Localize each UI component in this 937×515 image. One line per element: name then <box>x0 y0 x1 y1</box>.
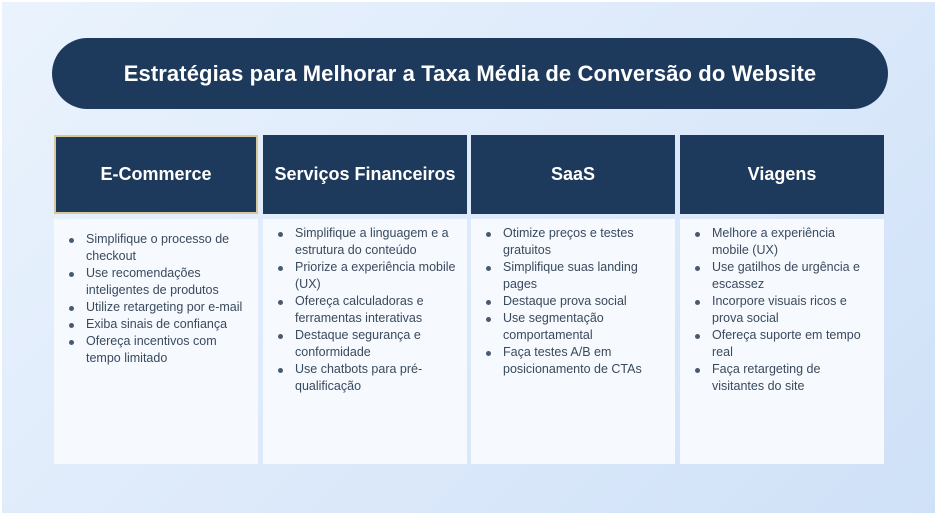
list-item: Use gatilhos de urgência e escassez <box>692 259 874 293</box>
strategy-list <box>275 225 457 395</box>
column-ecommerce <box>54 135 258 464</box>
list-item: Destaque prova social <box>483 293 665 310</box>
strategy-list <box>483 225 665 378</box>
list-item: Destaque segurança e conformidade <box>275 327 457 361</box>
list-item: Utilize retargeting por e-mail <box>66 299 248 316</box>
title-banner <box>52 38 888 109</box>
list-item: Use segmentação comportamental <box>483 310 665 344</box>
list-item: Melhore a experiência mobile (UX) <box>692 225 874 259</box>
list-item: Use recomendações inteligentes de produtos <box>66 265 248 299</box>
list-item: Incorpore visuais ricos e prova social <box>692 293 874 327</box>
column-body <box>680 219 884 464</box>
column-financial-services <box>263 135 467 464</box>
column-body <box>54 219 258 464</box>
list-item: Simplifique suas landing pages <box>483 259 665 293</box>
list-item: Simplifique a linguagem e a estrutura do conteúdo <box>275 225 457 259</box>
list-item: Ofereça suporte em tempo real <box>692 327 874 361</box>
column-body <box>471 219 675 464</box>
column-header: Viagens <box>680 135 884 214</box>
strategy-list <box>66 231 248 367</box>
column-header: Serviços Financeiros <box>263 135 467 214</box>
infographic-canvas <box>2 2 935 513</box>
list-item: Ofereça calculadoras e ferramentas interativas <box>275 293 457 327</box>
column-travel <box>680 135 884 464</box>
column-header: SaaS <box>471 135 675 214</box>
list-item: Simplifique o processo de checkout <box>66 231 248 265</box>
list-item: Faça testes A/B em posicionamento de CTAs <box>483 344 665 378</box>
strategy-list <box>692 225 874 395</box>
list-item: Otimize preços e testes gratuitos <box>483 225 665 259</box>
column-saas <box>471 135 675 464</box>
list-item: Ofereça incentivos com tempo limitado <box>66 333 248 367</box>
list-item: Use chatbots para pré-qualificação <box>275 361 457 395</box>
column-header: E-Commerce <box>54 135 258 214</box>
list-item: Priorize a experiência mobile (UX) <box>275 259 457 293</box>
page-title: Estratégias para Melhorar a Taxa Média de Conversão do Website <box>123 60 817 86</box>
column-body <box>263 219 467 464</box>
list-item: Exiba sinais de confiança <box>66 316 248 333</box>
list-item: Faça retargeting de visitantes do site <box>692 361 874 395</box>
